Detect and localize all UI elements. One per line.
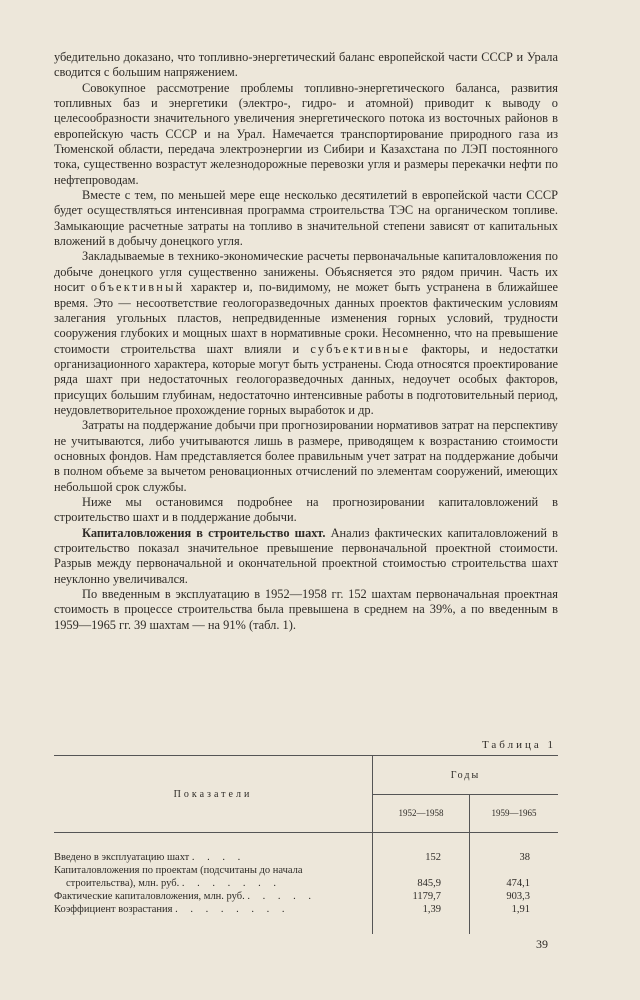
table-row	[54, 833, 558, 865]
paragraph-6	[54, 526, 558, 587]
header-indicators: Показатели	[54, 756, 373, 833]
paragraph-0: убедительно доказано, что топливно-энергетический баланс европейской части СССР и Урала сводится с большим напряжением.	[54, 50, 558, 80]
row-value-1: 845,9	[373, 864, 470, 890]
data-table	[54, 755, 558, 934]
row-value-1: 152	[373, 833, 470, 865]
paragraph-5: Ниже мы остановимся подробнее на прогнозировании капиталовложений в строительство шахт и в поддержание добычи.	[54, 494, 558, 525]
header-period-1: 1952—1958	[373, 795, 470, 833]
row-value-2: 474,1	[506, 878, 530, 889]
row-label: Введено в эксплуатацию шахт . . . .	[54, 833, 373, 865]
emphasis-objective: объективный	[90, 280, 185, 295]
row-label: Коэффициент возрастания . . . . . . . .	[54, 903, 373, 934]
paragraph-6-body: Анализ фактических капиталовложений в строительство показал значительное превышение первоначальной проектной стоимости. Разрыв между первоначальной и окончательной проектной стоимостью строительства шахт неуклонно увеличивался.	[54, 525, 559, 586]
table-label: Таблица 1	[481, 739, 556, 751]
page-number: 39	[536, 937, 548, 951]
table-header-row	[54, 756, 558, 795]
paragraph-2: Вместе с тем, по меньшей мере еще несколько десятилетий в европейской части СССР будет осуществляться интенсивная программа строительства ТЭС на органическом топливе. Замыкающие расчетные затраты на топливо в значительной степени зависят от капитальных вложений в добычу донецкого угля.	[54, 188, 558, 249]
paragraph-7: По введенным в эксплуатацию в 1952—1958 гг. 152 шахтам первоначальная проектная стоимость в процессе строительства была превышена в среднем на 39%, а по введенным в 1959—1965 гг. 39 шахтам — на 91% (табл. 1).	[54, 587, 558, 632]
table-row	[54, 903, 558, 934]
row-value-1: 1,39	[373, 903, 470, 934]
table-row	[54, 890, 558, 903]
header-period-2: 1959—1965	[470, 795, 559, 833]
paragraph-3	[54, 249, 558, 418]
paragraph-3-part-e: факторы, и недостатки организационного характера, которые могут быть устранены. Сюда относятся проектирование ряда шахт при недостаточных геологоразведочных данных, недоучет особых факторов, присущих большим глубинам, недостаточно интенсивные работы в подготовительный период, неудовлетворительное прохождение горных выработок и др.	[54, 341, 558, 417]
row-value-1: 1179,7	[373, 890, 470, 903]
row-label: Капиталовложения по проектам (подсчитаны до начала строительства), млн. руб. . . . . . . .	[54, 864, 373, 890]
paragraph-3-part-a: Закладываемые в технико-экономические расчеты первоначальные капиталовложения по добыче донецкого угля существенно занижены. Объясняется это рядом причин. Часть их носит	[54, 249, 558, 295]
paragraph-1: Совокупное рассмотрение проблемы топливно-энергетического баланса, развития топливных баз и энергетики (электро-, гидро- и атомной) приводит к выводу о целесообразности значительного увеличения энергетического потока из восточных районов в европейскую часть СССР и на Урал. Намечается транспортирование природного газа из Тюменской области, передача электроэнергии из Сибири и Казахстана по ЛЭП постоянного тока, существенно возрастут железнодорожные перевозки угля и размеры перекачки нефти по нефтепроводам.	[54, 80, 558, 187]
paragraph-4: Затраты на поддержание добычи при прогнозировании нормативов затрат на перспективу не учитываются, либо учитываются лишь в размере, приводящем к возрастанию стоимости основных фондов. Нам представляется более правильным учет затрат на поддержание добычи в полном объеме за вычетом реновационных отчислений по элементам сооружений, имеющих небольшой срок службы.	[54, 418, 558, 494]
emphasis-subjective: субъективные	[310, 341, 411, 356]
body-text	[54, 50, 558, 633]
section-heading: Капиталовложения в строительство шахт.	[82, 525, 326, 540]
paragraph-3-part-c: характер и, по-видимому, не может быть устранена в ближайшее время. Это — несоответствие геологоразведочных данных проектов фактическим условиям залегания угольных пластов, непредвиденные изменения горных условий, трудности сооружения глубоких и мощных шахт в нормативные сроки. Несомненно, что на превышение стоимости строительства шахт влияли и	[54, 280, 558, 356]
row-label: Фактические капиталовложения, млн. руб. . . . . .	[54, 890, 373, 903]
row-value-2: 1,91	[511, 904, 530, 915]
row-value-2: 38	[519, 852, 530, 863]
table-row	[54, 864, 558, 890]
row-value-2: 903,3	[506, 891, 530, 902]
header-years: Годы	[373, 756, 559, 795]
